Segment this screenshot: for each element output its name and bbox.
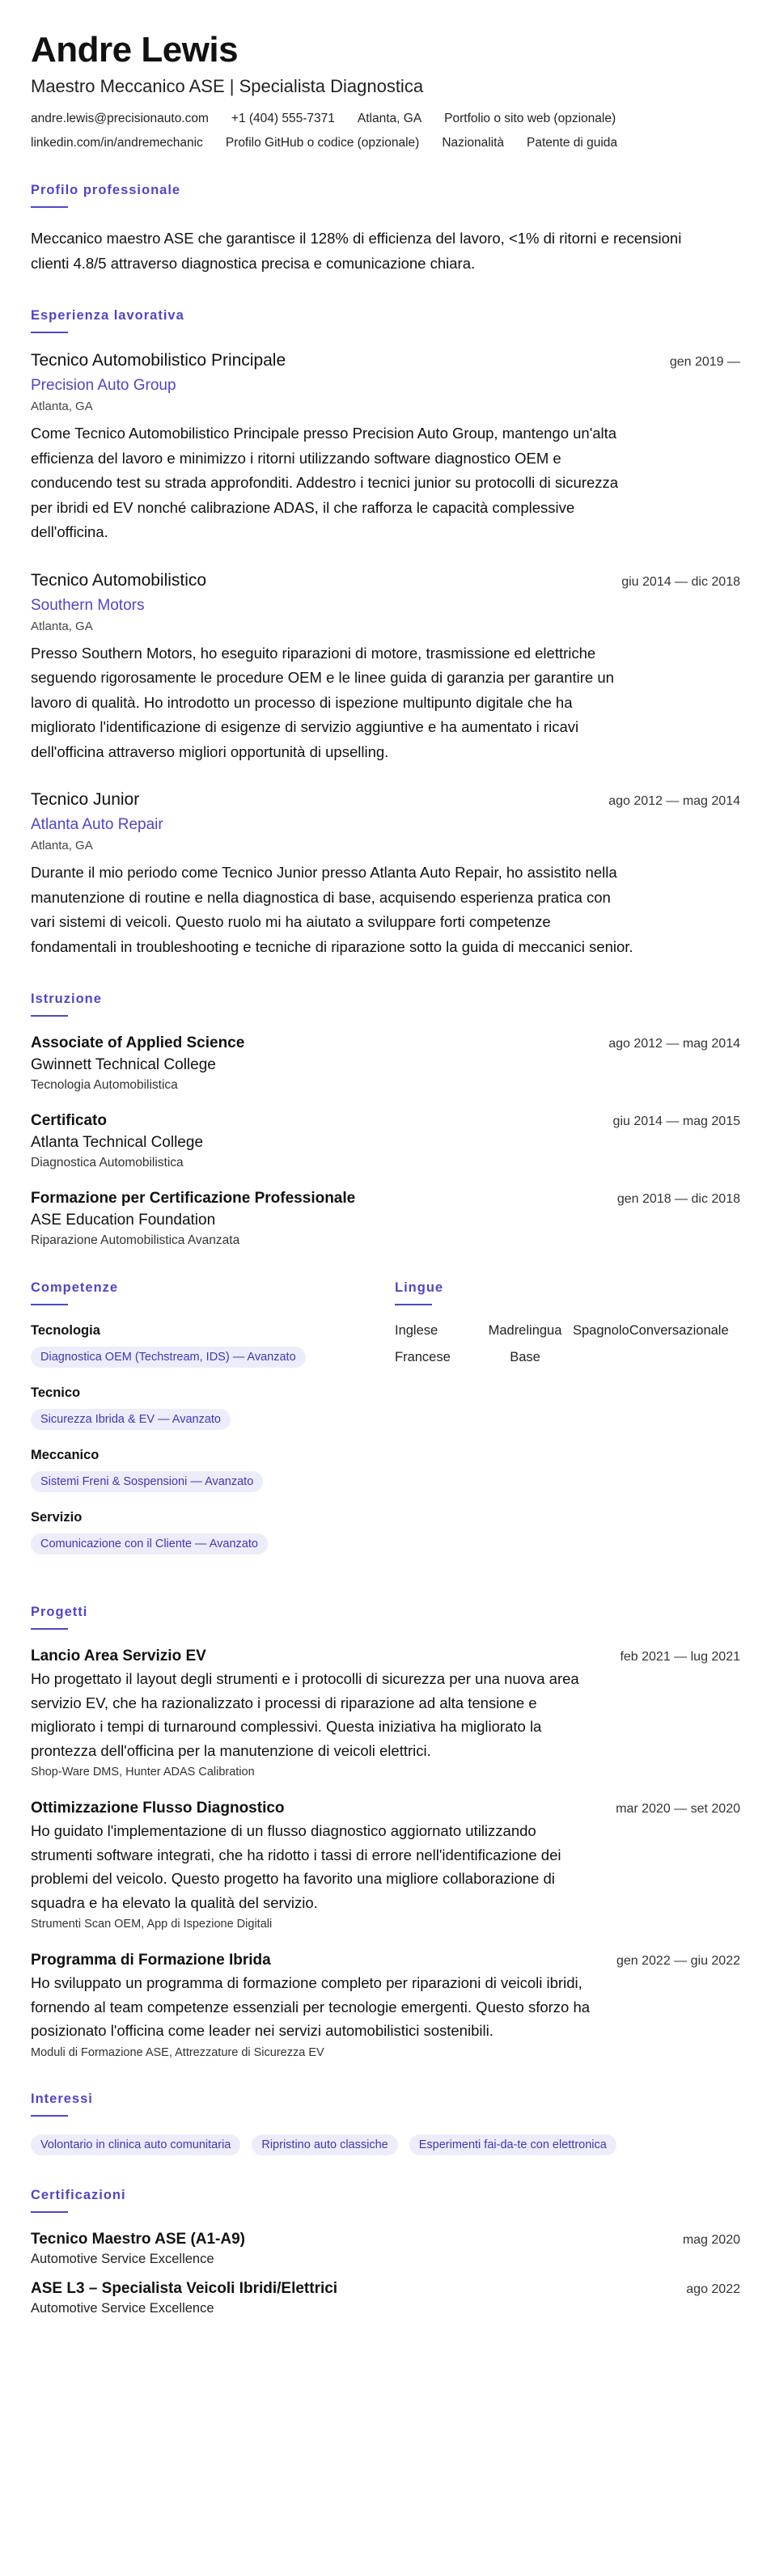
language-level: Conversazionale: [629, 1323, 729, 1338]
skills-column: [31, 1280, 395, 1572]
education-dates: ago 2012 — mag 2014: [608, 1037, 740, 1051]
certifications-section: [31, 2188, 740, 2316]
contact-github[interactable]: Profilo GitHub o codice (opzionale): [225, 136, 420, 150]
profile-section: [31, 183, 740, 276]
section-title: Certificazioni: [31, 2187, 126, 2202]
section-title: Esperienza lavorativa: [31, 308, 184, 323]
project-entry: [31, 1800, 740, 1931]
interests-section: [31, 2092, 740, 2155]
certification-issuer: Automotive Service Excellence: [31, 2300, 214, 2316]
education-degree: Associate of Applied Science: [31, 1034, 245, 1051]
certification-name: ASE L3 – Specialista Veicoli Ibridi/Elettrici: [31, 2279, 338, 2297]
education-degree: Formazione per Certificazione Professionale: [31, 1190, 356, 1207]
education-school: Atlanta Technical College: [31, 1134, 204, 1151]
certification-date: mag 2020: [682, 2232, 740, 2247]
certification-entry: [31, 2231, 740, 2267]
skill-category: Meccanico: [31, 1448, 100, 1462]
job-location: Atlanta, GA: [31, 400, 93, 413]
skill-category: Servizio: [31, 1510, 83, 1525]
interest-chip: Volontario in clinica auto comunitaria: [31, 2134, 240, 2155]
language-level: Madrelingua: [488, 1323, 562, 1338]
education-entry: [31, 1112, 740, 1170]
education-dates: gen 2018 — dic 2018: [616, 1192, 740, 1206]
section-title: Istruzione: [31, 992, 102, 1006]
section-divider: [31, 206, 68, 208]
job-description: Presso Southern Motors, ho eseguito riparazioni di motore, trasmissione ed elettriche seguendo rigorosamente le procedure OEM e le linee guida di garanzia per garantire un lavoro di qualità. Ho introdotto un processo di ispezione multipunto digitale che ha migliorato l'identificazione di esigenze di servizio aggiuntive e ha aumentato i ricavi dell'officina attraverso migliori opportunità di upselling.: [31, 644, 614, 760]
skill-chip: Sistemi Freni & Sospensioni — Avanzato: [31, 1471, 263, 1492]
project-entry: [31, 1952, 740, 2059]
contact-nationality: Nazionalità: [442, 136, 505, 150]
job-dates: gen 2019 —: [669, 355, 740, 369]
contact-location: Atlanta, GA: [357, 112, 422, 125]
section-divider: [31, 1015, 68, 1017]
skills-languages-section: [31, 1280, 740, 1572]
skill-group: [31, 1385, 395, 1430]
projects-section: [31, 1605, 740, 2059]
section-divider: [31, 1628, 68, 1630]
education-field: Tecnologia Automobilistica: [31, 1078, 178, 1092]
skill-category: Tecnico: [31, 1385, 81, 1400]
skill-chip: Sicurezza Ibrida & EV — Avanzato: [31, 1409, 231, 1430]
job-title: Tecnico Junior: [31, 790, 140, 809]
certification-date: ago 2022: [686, 2282, 740, 2296]
language-name: Inglese: [395, 1323, 438, 1338]
skill-group: [31, 1323, 395, 1368]
education-entry: [31, 1034, 740, 1093]
section-divider: [31, 332, 68, 333]
education-section: [31, 992, 740, 1248]
job-location: Atlanta, GA: [31, 839, 93, 852]
education-degree: Certificato: [31, 1112, 107, 1129]
experience-section: [31, 308, 740, 959]
job-entry: [31, 571, 740, 765]
candidate-title: Maestro Meccanico ASE | Specialista Diagnostica: [31, 76, 424, 96]
contact-driving-license: Patente di guida: [527, 136, 618, 150]
project-description: Ho sviluppato un programma di formazione completo per riparazioni di veicoli ibridi, fornendo al team competenze essenziali per tecnologie emergenti. Questo sforzo ha posizionato l'officina come leader nei servizi automobilistici sostenibili.: [31, 1974, 591, 2039]
languages-column: [395, 1280, 740, 1572]
project-dates: feb 2021 — lug 2021: [620, 1650, 740, 1664]
education-dates: giu 2014 — mag 2015: [612, 1115, 740, 1128]
project-title: Ottimizzazione Flusso Diagnostico: [31, 1800, 285, 1817]
job-description: Durante il mio periodo come Tecnico Junior presso Atlanta Auto Repair, ho assistito nella manutenzione di routine e nella diagnostica di base, acquisendo esperienza pratica con vari sistemi di veicoli. Questo ruolo mi ha aiutato a sviluppare forti competenze fondamentali in troubleshooting e tecniche di riparazione sotto la guida di meccanici senior.: [31, 864, 633, 955]
project-entry: [31, 1648, 740, 1779]
interest-chip: Esperimenti fai-da-te con elettronica: [409, 2134, 616, 2155]
contact-linkedin[interactable]: linkedin.com/in/andremechanic: [31, 136, 203, 150]
job-dates: giu 2014 — dic 2018: [621, 574, 740, 589]
skill-chip: Comunicazione con il Cliente — Avanzato: [31, 1533, 268, 1554]
education-school: Gwinnett Technical College: [31, 1056, 216, 1073]
section-divider: [31, 2115, 68, 2117]
project-dates: gen 2022 — giu 2022: [616, 1954, 740, 1968]
education-entry: [31, 1190, 740, 1248]
profile-summary: Meccanico maestro ASE che garantisce il 128% di efficienza del lavoro, <1% di ritorni e recensioni clienti 4.8/5 attraverso diagnostica precisa e comunicazione chiara.: [31, 230, 682, 272]
language-row: [395, 1350, 740, 1365]
section-title: Interessi: [31, 2091, 93, 2106]
section-divider: [395, 1304, 432, 1305]
contact-email[interactable]: andre.lewis@precisionauto.com: [31, 112, 209, 125]
section-divider: [31, 2211, 68, 2213]
project-tools: Moduli di Formazione ASE, Attrezzature di Sicurezza EV: [31, 2045, 324, 2059]
project-title: Programma di Formazione Ibrida: [31, 1952, 271, 1969]
language-row: [395, 1323, 740, 1339]
skill-group: [31, 1448, 395, 1492]
section-title: Competenze: [31, 1280, 119, 1295]
job-description: Come Tecnico Automobilistico Principale presso Precision Auto Group, mantengo un'alta efficienza del lavoro e minimizzo i ritorni utilizzando software diagnostico OEM e conducendo test su strada approfonditi. Addestro i tecnici junior su protocolli di sicurezza per ibridi ed EV nonché calibrazione ADAS, il che rafforza le capacità complessive dell'officina.: [31, 425, 619, 540]
job-title: Tecnico Automobilistico Principale: [31, 351, 286, 370]
job-entry: [31, 790, 740, 959]
job-location: Atlanta, GA: [31, 619, 93, 633]
interest-chip: Ripristino auto classiche: [252, 2134, 397, 2155]
job-entry: [31, 351, 740, 545]
job-company: Precision Auto Group: [31, 377, 176, 394]
candidate-name: Andre Lewis: [31, 30, 239, 70]
language-level: Base: [510, 1350, 540, 1364]
skill-category: Tecnologia: [31, 1323, 100, 1338]
language-name: Francese: [395, 1350, 451, 1364]
language-name: Spagnolo: [573, 1323, 629, 1338]
contact-list: [31, 112, 740, 150]
section-title: Progetti: [31, 1605, 88, 1619]
certification-name: Tecnico Maestro ASE (A1-A9): [31, 2230, 245, 2248]
resume-header: [31, 29, 740, 150]
job-company: Atlanta Auto Repair: [31, 816, 163, 833]
certification-entry: [31, 2280, 740, 2316]
section-title: Lingue: [395, 1280, 444, 1295]
job-company: Southern Motors: [31, 596, 145, 614]
education-field: Riparazione Automobilistica Avanzata: [31, 1233, 240, 1247]
project-description: Ho guidato l'implementazione di un flusso diagnostico aggiornato utilizzando strumenti software integrati, che ha ridotto i tassi di errore nell'identificazione dei problemi del veicolo. Questo progetto ha favorito una migliore collaborazione di squadra e ha elevato la qualità del servizio.: [31, 1822, 561, 1911]
section-title: Profilo professionale: [31, 183, 181, 197]
certification-issuer: Automotive Service Excellence: [31, 2251, 214, 2266]
education-school: ASE Education Foundation: [31, 1212, 216, 1229]
skill-group: [31, 1510, 395, 1554]
project-tools: Shop-Ware DMS, Hunter ADAS Calibration: [31, 1766, 255, 1779]
skill-chip: Diagnostica OEM (Techstream, IDS) — Avanzato: [31, 1347, 306, 1368]
project-description: Ho progettato il layout degli strumenti e i protocolli di sicurezza per una nuova area servizio EV, che ha razionalizzato i processi di riparazione ad alta tensione e migliorato i tempi di turnaround complessivi. Questa iniziativa ha migliorato la prontezza dell'officina per la manutenzione di veicoli elettrici.: [31, 1670, 579, 1759]
project-title: Lancio Area Servizio EV: [31, 1648, 206, 1664]
interests-list: [31, 2134, 740, 2155]
project-tools: Strumenti Scan OEM, App di Ispezione Digitali: [31, 1918, 273, 1931]
contact-phone[interactable]: +1 (404) 555-7371: [231, 112, 335, 125]
job-title: Tecnico Automobilistico: [31, 570, 207, 590]
project-dates: mar 2020 — set 2020: [616, 1802, 740, 1816]
contact-portfolio[interactable]: Portfolio o sito web (opzionale): [444, 112, 616, 125]
job-dates: ago 2012 — mag 2014: [608, 794, 740, 808]
section-divider: [31, 1304, 68, 1305]
education-field: Diagnostica Automobilistica: [31, 1156, 184, 1170]
